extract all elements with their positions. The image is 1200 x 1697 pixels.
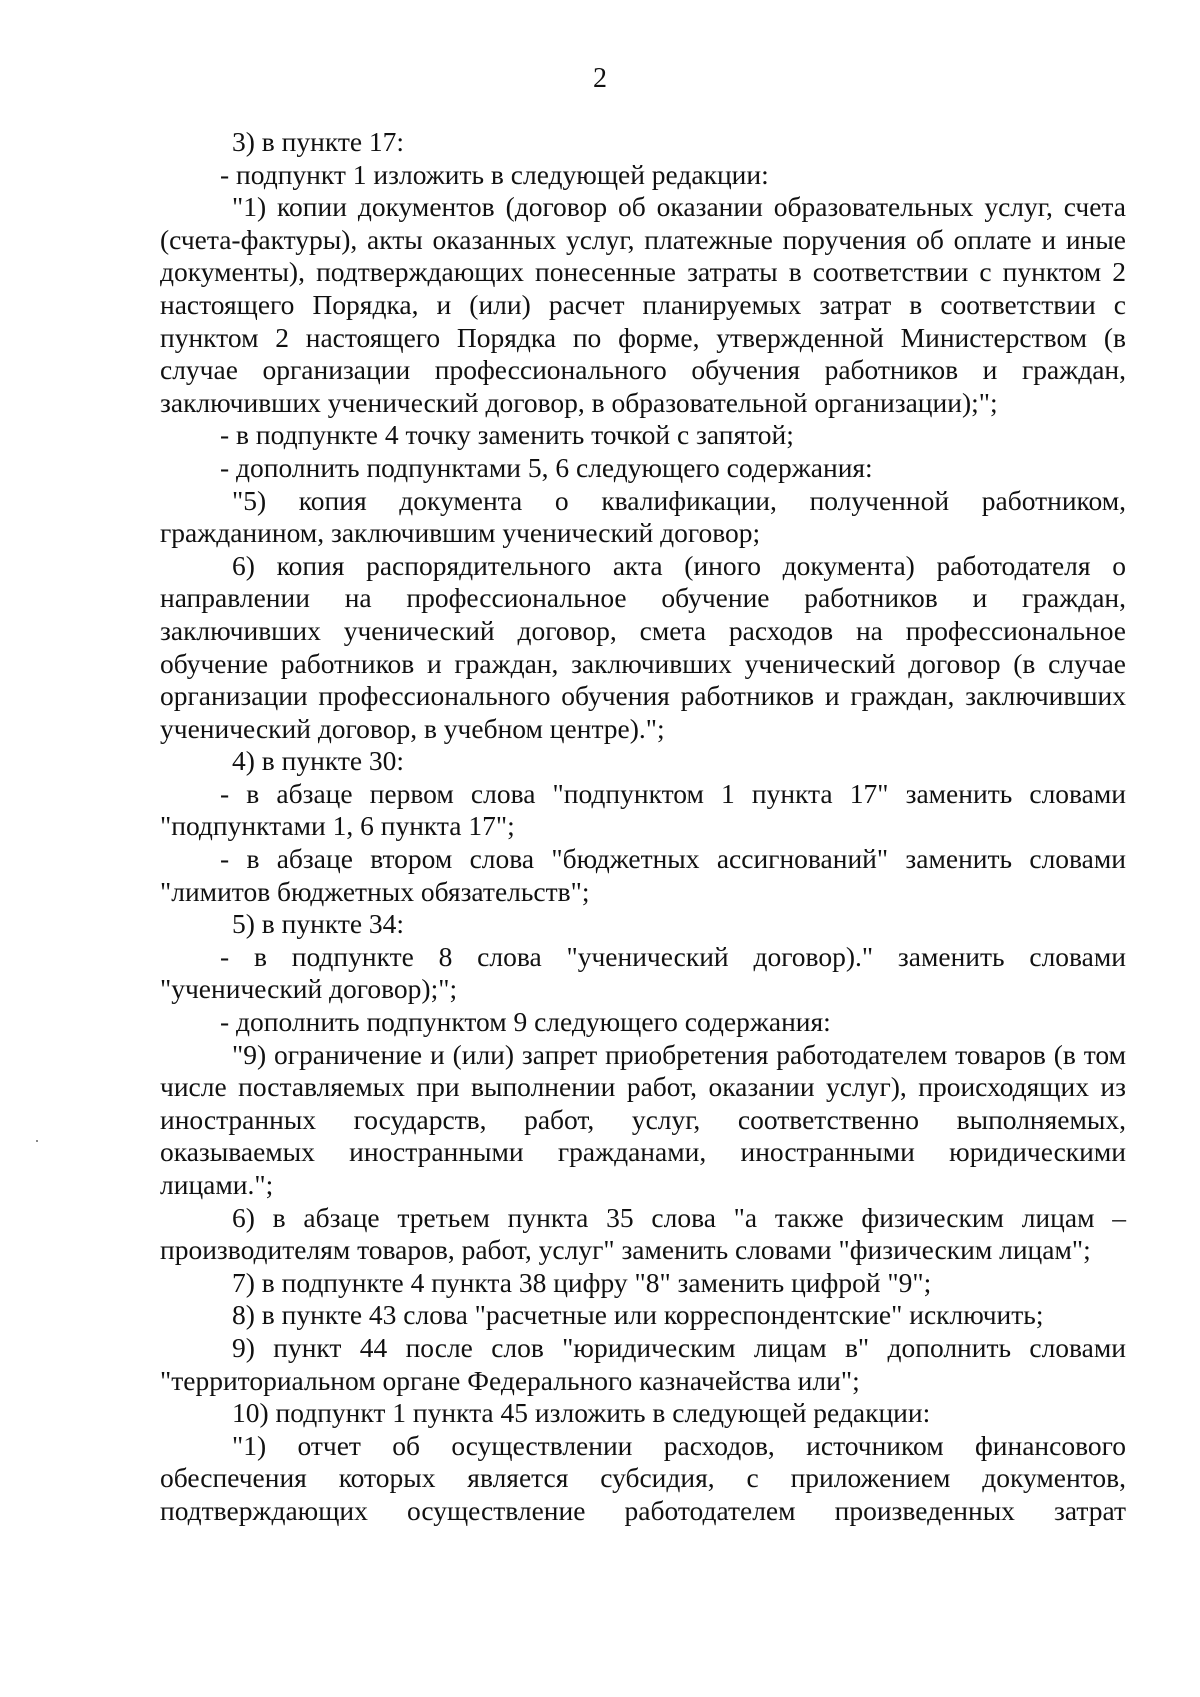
- paragraph-quoted-subitem-9: "9) ограничение и (или) запрет приобретения работодателем товаров (в том числе поставляемых при выполнении работ, оказании услуг), происходящих из иностранных государств, работ, услуг, соответственно выполняемых, оказываемых иностранными гражданами, иностранными юридическими лицами.";: [160, 1038, 1126, 1200]
- paragraph-quoted-subitem-1: "1) копии документов (договор об оказании образовательных услуг, счета (счета-фактуры), акты оказанных услуг, платежные поручения об оплате и иные документы), подтверждающих понесенные затраты в соответствии с пунктом 2 настоящего Порядка, и (или) расчет планируемых затрат в соответствии с пунктом 2 настоящего Порядка по форме, утвержденной Министерством (в случае организации профессионального обучения работников и граждан, заключивших ученический договор, в образовательной организации);";: [160, 191, 1126, 418]
- paragraph-quoted-subitem-5: "5) копия документа о квалификации, полученной работником, гражданином, заключившим ученический договор;: [160, 484, 1126, 549]
- paragraph-item-9: 9) пункт 44 после слов "юридическим лицам в" дополнить словами "территориальном органе Федерального казначейства или";: [160, 1331, 1126, 1396]
- paragraph-subitem-1-edit: - подпункт 1 изложить в следующей редакции:: [220, 158, 769, 190]
- paragraph-subitem-4-replace: - в подпункте 4 точку заменить точкой с запятой;: [220, 419, 794, 451]
- paragraph-item-7: 7) в подпункте 4 пункта 38 цифру "8" заменить цифрой "9";: [232, 1266, 932, 1298]
- document-body: [160, 126, 1126, 1528]
- page-number: 2: [593, 63, 607, 94]
- paragraph-item-6: 6) в абзаце третьем пункта 35 слова "а также физическим лицам – производителям товаров, работ, услуг" заменить словами "физическим лицам";: [160, 1201, 1126, 1266]
- paragraph-add-subitem-9: - дополнить подпунктом 9 следующего содержания:: [220, 1006, 831, 1038]
- paragraph-add-subitems-5-6: - дополнить подпунктами 5, 6 следующего содержания:: [220, 451, 873, 483]
- paragraph-item-3-header: 3) в пункте 17:: [232, 126, 405, 157]
- paragraph-item-5-subitem-8: - в подпункте 8 слова "ученический договор)." заменить словами "ученический договор);";: [160, 940, 1126, 1005]
- paragraph-quoted-subitem-6: 6) копия распорядительного акта (иного документа) работодателя о направлении на профессиональное обучение работников и граждан, заключивших ученический договор, смета расходов на профессиональное обучение работников и граждан, заключивших ученический договор (в случае организации профессионального обучения работников и граждан, заключивших ученический договор, в учебном центре).";: [160, 549, 1126, 744]
- paragraph-item-5-header: 5) в пункте 34:: [232, 908, 405, 940]
- paragraph-item-10: 10) подпункт 1 пункта 45 изложить в следующей редакции:: [232, 1397, 931, 1429]
- paragraph-item-4-header: 4) в пункте 30:: [232, 745, 405, 777]
- paragraph-item-4-first: - в абзаце первом слова "подпунктом 1 пункта 17" заменить словами "подпунктами 1, 6 пункта 17";: [160, 777, 1126, 842]
- paragraph-item-8: 8) в пункте 43 слова "расчетные или корреспондентские" исключить;: [232, 1299, 1044, 1331]
- scan-speck: [36, 1140, 38, 1142]
- paragraph-quoted-report: "1) отчет об осуществлении расходов, источником финансового обеспечения которых является субсидия, с приложением документов, подтверждающих осуществление работодателем произведенных затрат: [160, 1429, 1126, 1526]
- paragraph-item-4-second: - в абзаце втором слова "бюджетных ассигнований" заменить словами "лимитов бюджетных обязательств";: [160, 843, 1126, 907]
